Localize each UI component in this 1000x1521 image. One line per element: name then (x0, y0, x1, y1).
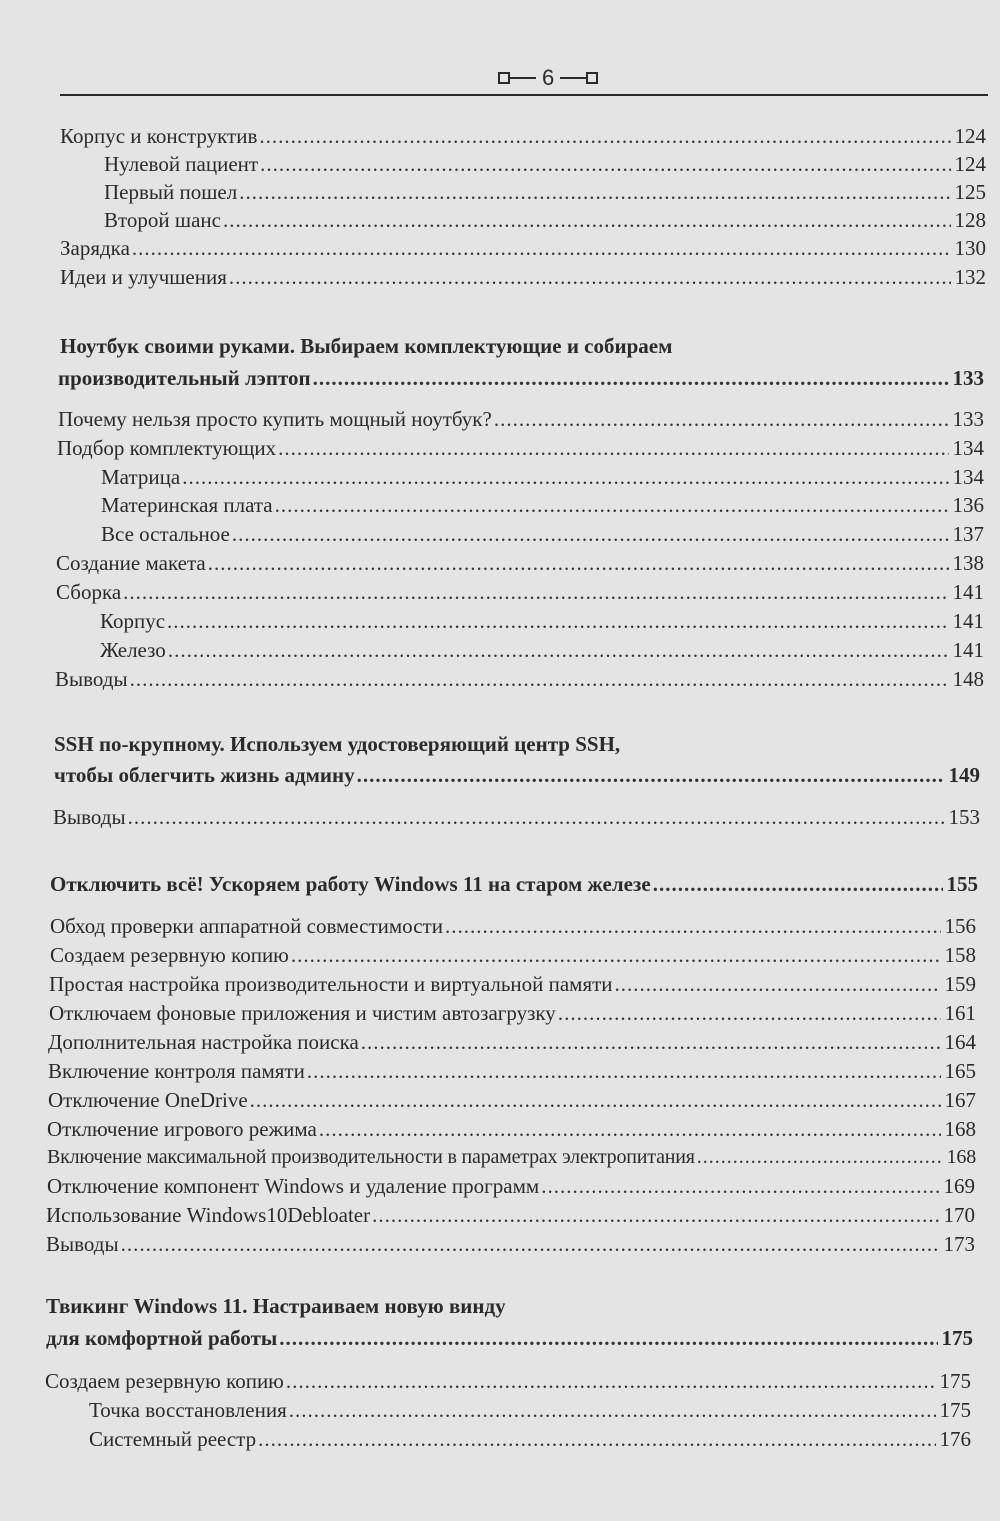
toc-entry-page: 124 (954, 124, 986, 148)
toc-entry-title: Точка восстановления (89, 1398, 287, 1422)
toc-entry-title: Корпус и конструктив (60, 124, 258, 148)
dot-leader (260, 150, 950, 178)
chapter-heading[interactable] (46, 1324, 973, 1352)
toc-entry-title: Отключить всё! Ускоряем работу Windows 11 на старом железе (50, 872, 651, 896)
dot-leader (132, 234, 951, 262)
toc-entry-title: Системный реестр (89, 1427, 257, 1451)
page-header (60, 62, 988, 98)
toc-entry[interactable] (50, 912, 976, 940)
toc-entry-title: Создаем резервную копию (45, 1369, 284, 1393)
toc-entry-page: 158 (944, 943, 976, 967)
toc-entry[interactable] (49, 970, 976, 998)
page-number: 6 (542, 65, 555, 90)
toc-entry-page: 133 (952, 407, 984, 431)
dot-leader (313, 364, 949, 392)
dot-leader (167, 607, 948, 635)
header-rule (60, 94, 988, 96)
toc-subentry[interactable] (104, 150, 986, 178)
toc-entry[interactable] (48, 1086, 976, 1114)
toc-entry-title: Обход проверки аппаратной совместимости (50, 914, 443, 938)
right-dash-ornament (560, 77, 586, 79)
toc-entry[interactable] (56, 578, 984, 606)
toc-entry-page: 128 (954, 208, 986, 232)
toc-entry-title: Отключение OneDrive (48, 1088, 248, 1112)
dot-leader (123, 578, 948, 606)
toc-entry-title: Матрица (101, 465, 181, 489)
toc-entry-title: чтобы облегчить жизнь админу (54, 763, 355, 787)
toc-entry-title: Первый пошел (104, 180, 238, 204)
toc-entry[interactable] (58, 405, 984, 433)
toc-entry-title: Отключаем фоновые приложения и чистим автозагрузку (49, 1001, 556, 1025)
dot-leader (291, 941, 941, 969)
dot-leader (208, 549, 949, 577)
toc-entry-page: 136 (952, 493, 984, 517)
toc-entry[interactable] (47, 1143, 976, 1171)
toc-subentry[interactable] (101, 491, 984, 519)
toc-entry-page: 168 (946, 1146, 976, 1168)
toc-entry-page: 141 (952, 638, 984, 662)
toc-entry-title: Включение контроля памяти (48, 1059, 305, 1083)
toc-entry-page: 164 (944, 1030, 976, 1054)
dot-leader (357, 761, 945, 789)
dot-leader (250, 1086, 941, 1114)
toc-entry[interactable] (50, 941, 976, 969)
dot-leader (229, 263, 951, 291)
toc-subentry[interactable] (101, 520, 984, 548)
toc-entry-page: 149 (948, 763, 980, 787)
toc-entry-page: 134 (952, 465, 984, 489)
dot-leader (121, 1230, 940, 1258)
toc-entry-title: Идеи и улучшения (60, 265, 227, 289)
toc-entry-page: 134 (952, 436, 984, 460)
toc-entry-page: 176 (939, 1427, 971, 1451)
toc-entry[interactable] (46, 1230, 975, 1258)
toc-entry-title: Дополнительная настройка поиска (48, 1030, 359, 1054)
dot-leader (223, 206, 951, 234)
toc-entry-page: 124 (954, 152, 986, 176)
dot-leader (445, 912, 941, 940)
toc-entry[interactable] (45, 1367, 971, 1395)
toc-entry-page: 125 (954, 180, 986, 204)
toc-entry-title: Сборка (56, 580, 122, 604)
toc-entry-title: Выводы (55, 667, 128, 691)
toc-entry-page: 137 (952, 522, 984, 546)
dot-leader (182, 463, 948, 491)
toc-entry-title: Отключение игрового режима (47, 1117, 317, 1141)
dot-leader (286, 1367, 936, 1395)
toc-entry[interactable] (57, 434, 984, 462)
dot-leader (279, 1324, 937, 1352)
chapter-heading-line: Твикинг Windows 11. Настраиваем новую винду (46, 1294, 506, 1318)
toc-entry-page: 175 (939, 1398, 971, 1422)
dot-leader (128, 803, 945, 831)
toc-entry-page: 130 (954, 236, 986, 260)
toc-entry[interactable] (46, 1201, 975, 1229)
dot-leader (361, 1028, 941, 1056)
toc-entry-title: Зарядка (60, 236, 130, 260)
dot-leader (239, 178, 950, 206)
toc-entry[interactable] (53, 803, 980, 831)
toc-entry[interactable] (56, 549, 984, 577)
toc-entry[interactable] (48, 1028, 976, 1056)
toc-subentry[interactable] (104, 206, 986, 234)
toc-entry-page: 132 (954, 265, 986, 289)
toc-entry-page: 156 (944, 914, 976, 938)
toc-entry-page: 175 (941, 1326, 973, 1350)
dot-leader (541, 1172, 939, 1200)
toc-entry-title: Подбор комплектующих (57, 436, 277, 460)
toc-entry[interactable] (48, 1057, 976, 1085)
toc-entry-page: 168 (944, 1117, 976, 1141)
toc-entry[interactable] (47, 1115, 976, 1143)
toc-entry-page: 141 (952, 580, 984, 604)
toc-entry-title: Материнская плата (101, 493, 273, 517)
dot-leader (278, 434, 948, 462)
toc-entry-page: 165 (944, 1059, 976, 1083)
dot-leader (232, 520, 949, 548)
toc-entry-title: для комфортной работы (46, 1326, 278, 1350)
toc-entry-page: 161 (944, 1001, 976, 1025)
dot-leader (130, 665, 949, 693)
toc-entry-title: Нулевой пациент (104, 152, 259, 176)
toc-entry-page: 173 (943, 1232, 975, 1256)
toc-entry-title: Второй шанс (104, 208, 221, 232)
toc-entry[interactable] (55, 665, 984, 693)
toc-entry-title: Простая настройка производительности и виртуальной памяти (49, 972, 613, 996)
toc-entry[interactable] (60, 122, 986, 150)
toc-entry-page: 175 (939, 1369, 971, 1393)
toc-entry-title: Корпус (100, 609, 166, 633)
toc-entry-page: 170 (943, 1203, 975, 1227)
right-square-ornament (586, 72, 598, 84)
chapter-heading[interactable] (58, 364, 984, 392)
toc-entry-page: 138 (952, 551, 984, 575)
dot-leader (319, 1115, 941, 1143)
toc-entry-page: 169 (943, 1174, 975, 1198)
toc-entry-page: 153 (948, 805, 980, 829)
toc-subentry[interactable] (100, 607, 984, 635)
left-square-ornament (498, 72, 510, 84)
toc-entry-page: 167 (944, 1088, 976, 1112)
toc-entry-page: 155 (946, 872, 978, 896)
toc-entry-title: Все остальное (101, 522, 230, 546)
chapter-heading[interactable] (50, 870, 978, 898)
dot-leader (259, 122, 950, 150)
toc-entry-title: производительный лэптоп (58, 366, 311, 390)
toc-entry-page: 141 (952, 609, 984, 633)
dot-leader (615, 970, 941, 998)
toc-subentry[interactable] (100, 636, 984, 664)
left-dash-ornament (510, 77, 536, 79)
toc-entry-title: Почему нельзя просто купить мощный ноутбук? (58, 407, 492, 431)
chapter-heading-line: Ноутбук своими руками. Выбираем комплектующие и собираем (60, 334, 673, 358)
toc-subentry[interactable] (101, 463, 984, 491)
dot-leader (307, 1057, 941, 1085)
dot-leader (653, 870, 943, 898)
toc-entry-page: 148 (952, 667, 984, 691)
toc-entry-title: Выводы (46, 1232, 119, 1256)
dot-leader (289, 1396, 936, 1424)
dot-leader (558, 999, 941, 1027)
toc-entry-title: Отключение компонент Windows и удаление программ (47, 1174, 540, 1198)
toc-subentry[interactable] (89, 1425, 971, 1453)
toc-entry-title: Железо (100, 638, 166, 662)
toc-entry-title: Использование Windows10Debloater (46, 1203, 371, 1227)
chapter-heading-line: SSH по-крупному. Используем удостоверяющий центр SSH, (54, 732, 621, 756)
dot-leader (168, 636, 949, 664)
toc-entry-page: 133 (952, 366, 984, 390)
toc-entry[interactable] (47, 1172, 975, 1200)
dot-leader (258, 1425, 935, 1453)
toc-subentry[interactable] (89, 1396, 971, 1424)
toc-entry-title: Выводы (53, 805, 126, 829)
page-number-ornament (498, 62, 598, 94)
toc-entry-title: Создаем резервную копию (50, 943, 289, 967)
chapter-heading[interactable] (54, 761, 980, 789)
toc-entry[interactable] (60, 234, 986, 262)
dot-leader (275, 491, 949, 519)
dot-leader (372, 1201, 939, 1229)
toc-entry[interactable] (49, 999, 976, 1027)
toc-entry[interactable] (60, 263, 986, 291)
toc-subentry[interactable] (104, 178, 986, 206)
toc-entry-title: Создание макета (56, 551, 206, 575)
dot-leader (494, 405, 949, 433)
dot-leader (697, 1143, 943, 1171)
toc-entry-title: Включение максимальной производительности в параметрах электропитания (47, 1146, 695, 1168)
toc-entry-page: 159 (944, 972, 976, 996)
